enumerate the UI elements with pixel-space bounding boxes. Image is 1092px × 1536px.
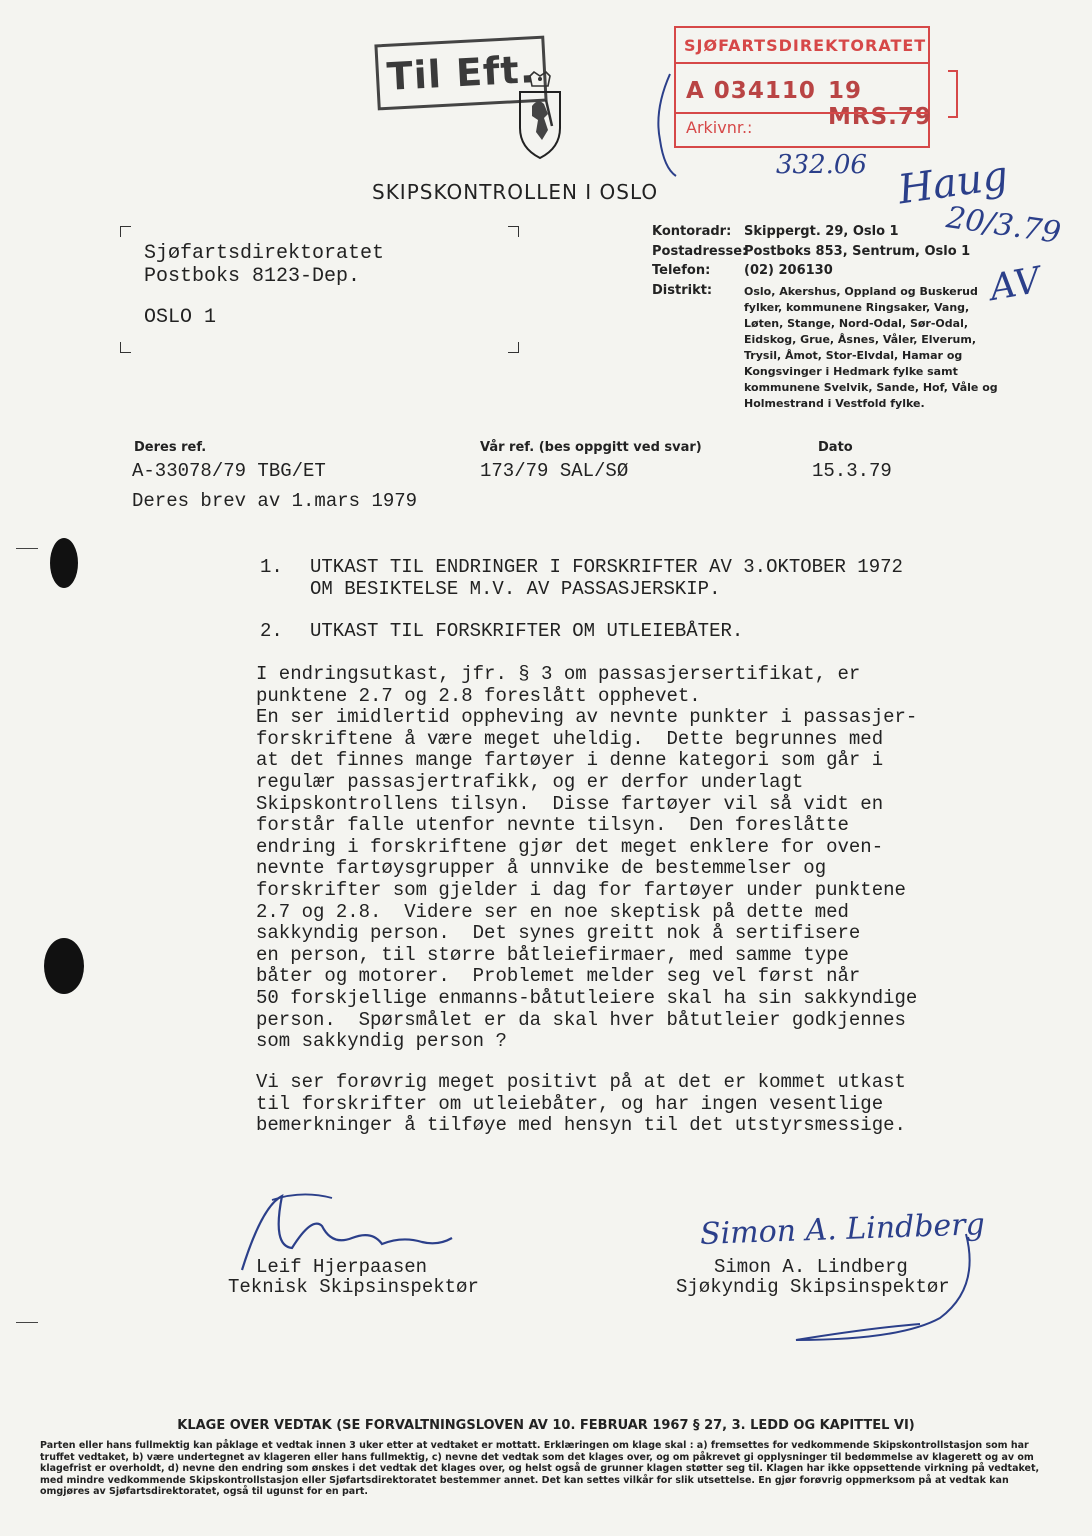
telefon-value: (02) 206130 (744, 263, 833, 278)
left-signatory-title: Teknisk Skipsinspektør (228, 1276, 479, 1298)
subject-item-1-line-1: UTKAST TIL ENDRINGER I FORSKRIFTER AV 3.OKTOBER 1972 (310, 556, 903, 578)
var-ref-label: Vår ref. (bes oppgitt ved svar) (480, 440, 702, 455)
footer-title: KLAGE OVER VEDTAK (SE FORVALTNINGSLOVEN AV 10. FEBRUAR 1967 § 27, 3. LEDD OG KAPITTEL VI) (177, 1418, 915, 1433)
window-bracket-tl (120, 226, 131, 237)
punch-hole-bottom (44, 938, 84, 994)
right-signature-handwritten: Simon A. Lindberg (699, 1207, 986, 1252)
window-bracket-br (508, 342, 519, 353)
fold-mark-2 (16, 1322, 38, 1323)
subject-item-2: UTKAST TIL FORSKRIFTER OM UTLEIEBÅTER. (310, 620, 744, 642)
district-text: Oslo, Akershus, Oppland og Buskerud fylker, kommunene Ringsaker, Vang, Løten, Stange, Nord-Odal, Sør-Odal, Eidskog, Grue, Åsnes, Våler, Elverum, Trysil, Åmot, Stor-Elvdal, Hamar og Kongsvinger i Hedmark fylke samt kommunene Svelvik, Sande, Hof, Våle og Holmestrand i Vestfold fylke. (744, 285, 998, 410)
dato-label: Dato (818, 440, 853, 455)
fold-mark-1 (16, 548, 38, 549)
deres-ref-label: Deres ref. (134, 440, 207, 455)
recipient-address (144, 242, 384, 329)
var-ref-value: 173/79 SAL/SØ (480, 460, 629, 482)
postadresse-value: Postboks 853, Sentrum, Oslo 1 (744, 243, 971, 259)
telefon-label: Telefon: (652, 263, 711, 278)
window-bracket-tr (508, 226, 519, 237)
subject-item-1-line-2: OM BESIKTELSE M.V. AV PASSASJERSKIP. (310, 578, 721, 600)
subject-item-1-number: 1. (260, 556, 283, 578)
subject-item-2-number: 2. (260, 620, 283, 642)
contact-values (744, 222, 970, 281)
postadresse-label: Postadresse: (652, 243, 748, 259)
stamp-number: A 034110 (686, 78, 816, 104)
handwritten-archive-number: 332.06 (776, 150, 867, 180)
kontoradr-label: Kontoradr: (652, 224, 732, 239)
recipient-line-2: Postboks 8123-Dep. (144, 265, 361, 288)
body-paragraph-2: Vi ser forøvrig meget positivt på at det er kommet utkast til forskrifter om utleiebåter, og har ingen vesentlige bemerkninger å tilføye med hensyn til det utstyrsmessige. (256, 1071, 906, 1137)
left-signatory-name: Leif Hjerpaasen (256, 1256, 428, 1278)
til-eft-stamp: Til Eft. (374, 36, 547, 111)
recipient-line-3: OSLO 1 (144, 306, 217, 329)
kontoradr-value: Skippergt. 29, Oslo 1 (744, 224, 899, 239)
dato-value: 15.3.79 (812, 460, 892, 482)
right-signatory-title: Sjøkyndig Skipsinspektør (676, 1276, 950, 1298)
stamp-edge-mark (948, 70, 958, 118)
distrikt-label: Distrikt: (652, 282, 713, 298)
right-signatory-name: Simon A. Lindberg (714, 1256, 908, 1278)
stamp-date: 19 MRS.79 (828, 78, 932, 130)
body-paragraph-1: I endringsutkast, jfr. § 3 om passasjersertifikat, er punktene 2.7 og 2.8 foreslått opphevet. En ser imidlertid oppheving av nevnte punkter i passasjer- forskriftene å være meget uheldig. Dette begrunnes med at det finnes mange fartøyer i denne kategori som går i regulær passasjertrafikk, og er derfor underlagt Skipskontrollens tilsyn. Disse fartøyer vil så vidt en forstår falle utenfor nevnte tilsyn. Den foreslåtte endring i forskriftene gjør det meget enklere for oven- nevnte fartøysgrupper å unnvike de bestemmelser og forskrifter som gjelder i dag for fartøyer under punktene 2.7 og 2.8. Videre ser en noe skeptisk på dette med sakkyndig person. Det synes greitt nok å sertifisere en person, til større båtleiefirmaer, med samme type båter og motorer. Problemet melder seg vel først når 50 forskjellige enmanns-båtutleiere skal ha sin sakkyndige person. Spørsmålet er da skal hver båtutleier godkjennes som sakkyndig person ? (256, 663, 918, 1053)
stamp-office: SJØFARTSDIREKTORATET (684, 36, 927, 55)
coat-of-arms-icon (512, 70, 568, 162)
handwritten-initials: AV (986, 259, 1044, 310)
deres-ref-value: A-33078/79 TBG/ET (132, 460, 326, 482)
deres-brev: Deres brev av 1.mars 1979 (132, 490, 418, 512)
stamp-archive-label: Arkivnr.: (686, 118, 753, 137)
footer-text: Parten eller hans fullmektig kan påklage et vedtak innen 3 uker etter at vedtaket er mottatt. Erklæringen om klage skal : a) fremsettes for vedkommende Skipskontrollstasjon som har truffet vedtaket, b) være undertegnet av klageren eller hans fullmektig, c) nevne det vedtak som det klages over, og om påkrevet gi opplysninger til bedømmelse av klagerett og av om klagefrist er overholdt, d) nevne den endring som ønskes i det vedtak det klages over, og helst også de grunner klagen støtter seg til. Klagen har ikke oppsettende virkning på vedtaket, med mindre vedkommende Skipskontrollstasjon eller Sjøfartsdirektoratet bestemmer annet. Det kan settes vilkår for slik utsettelse. En gjør forøvrig oppmerksom på at vedtak kan omgjøres av Sjøfartsdirektoratet, også til ugunst for en part. (40, 1440, 1040, 1497)
handwritten-name: Haug (895, 152, 1011, 214)
window-bracket-bl (120, 342, 131, 353)
handwritten-stroke (650, 70, 680, 180)
contact-labels (652, 222, 747, 300)
received-stamp (674, 26, 930, 148)
recipient-line-1: Sjøfartsdirektoratet (144, 242, 385, 265)
handwritten-date: 20/3.79 (944, 200, 1063, 251)
subject-item-1 (310, 556, 903, 600)
punch-hole-top (50, 538, 78, 588)
letterhead-title: SKIPSKONTROLLEN I OSLO (372, 180, 659, 204)
